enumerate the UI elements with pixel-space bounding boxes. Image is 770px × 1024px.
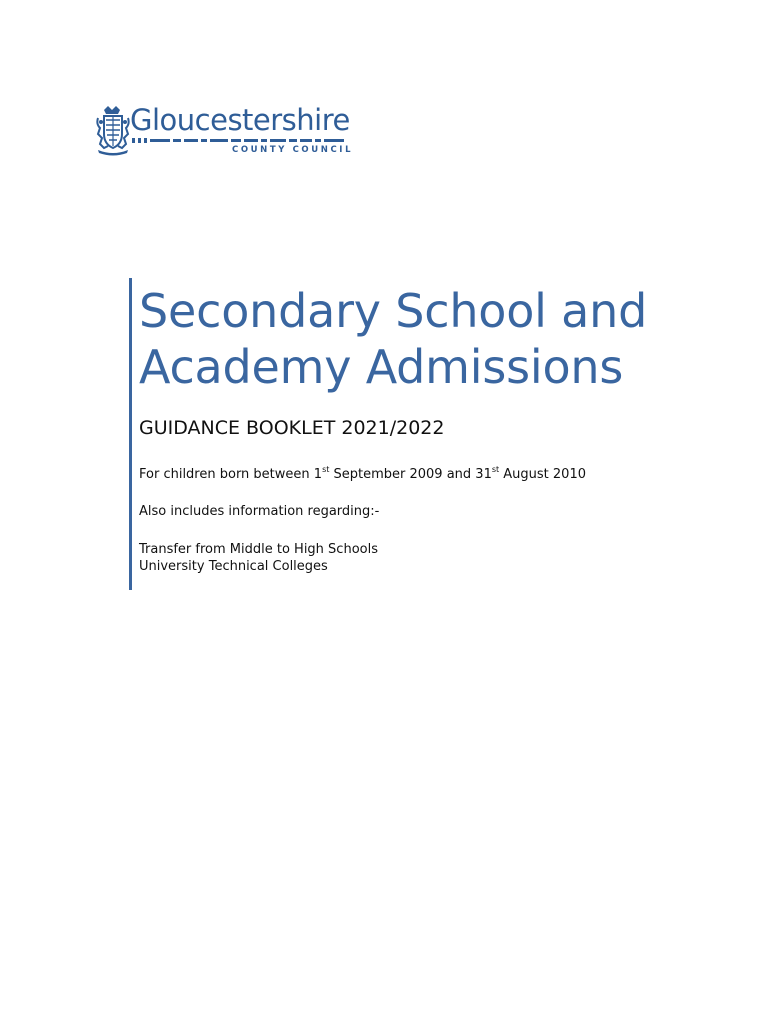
coat-of-arms-icon <box>94 104 132 156</box>
title-line-1: Secondary School and <box>139 284 648 338</box>
document-subtitle: GUIDANCE BOOKLET 2021/2022 <box>139 417 445 439</box>
logo-subtitle: COUNTY COUNCIL <box>232 145 354 155</box>
document-title <box>139 283 739 395</box>
topic-item: University Technical Colleges <box>139 559 328 574</box>
birth-range-suffix: August 2010 <box>499 467 586 482</box>
ordinal-suffix-2: st <box>491 464 500 474</box>
birth-range-middle: September 2009 and 31 <box>329 467 492 482</box>
council-logo <box>94 104 356 160</box>
birth-date-range <box>139 466 586 484</box>
birth-range-prefix: For children born between 1 <box>139 467 323 482</box>
logo-dashed-rule <box>132 138 344 143</box>
title-accent-bar <box>129 278 132 590</box>
ordinal-suffix-1: st <box>322 464 330 474</box>
also-includes-heading: Also includes information regarding:- <box>139 504 380 519</box>
topic-item: Transfer from Middle to High Schools <box>139 542 378 557</box>
title-line-2: Academy Admissions <box>139 340 624 394</box>
logo-wordmark: Gloucestershire <box>130 103 350 137</box>
